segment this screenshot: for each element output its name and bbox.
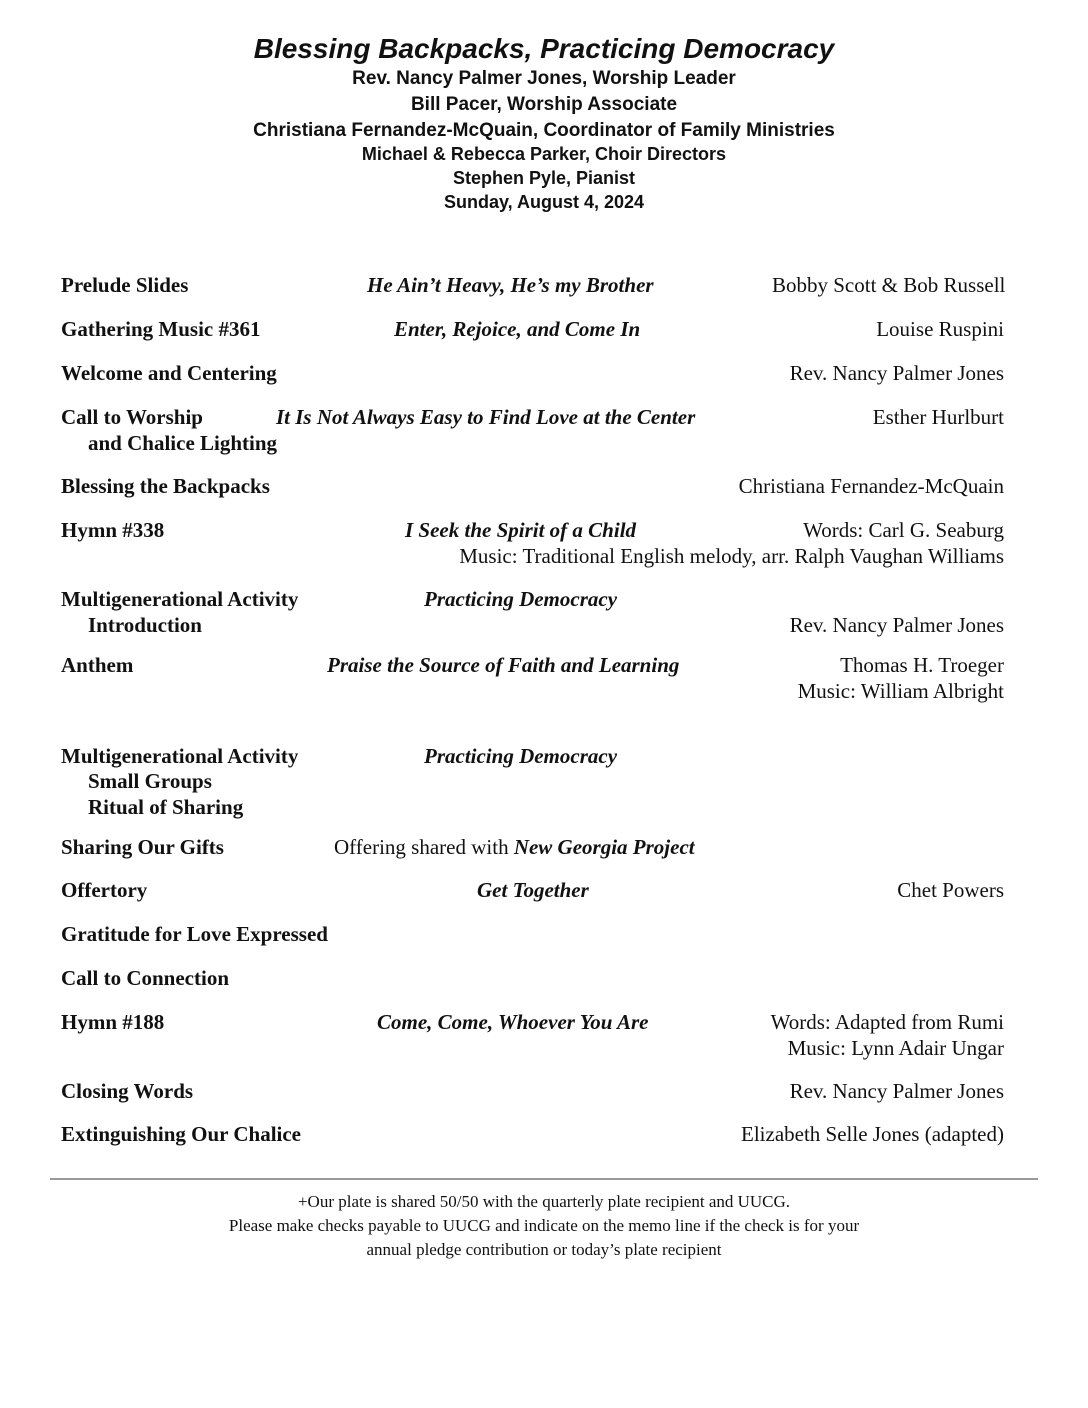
gratitude-label: Gratitude for Love Expressed (61, 922, 328, 946)
gathering-credit: Louise Ruspini (876, 317, 1004, 341)
footer-pledge-note: annual pledge contribution or today’s plate recipient (366, 1240, 722, 1259)
hymn-338-title: I Seek the Spirit of a Child (405, 518, 637, 542)
sharing-gifts-note (334, 834, 695, 860)
activity-2-title: Practicing Democracy (424, 744, 618, 768)
hymn-188-words-credit: Words: Adapted from Rumi (770, 1010, 1004, 1034)
activity-1-label: Multigenerational Activity (61, 587, 299, 611)
anthem-words-credit: Thomas H. Troeger (840, 653, 1004, 677)
call-to-worship-credit: Esther Hurlburt (872, 405, 1004, 429)
hymn-188-music-credit: Music: Lynn Adair Ungar (787, 1036, 1004, 1060)
chalice-lighting-label: and Chalice Lighting (88, 431, 278, 455)
pianist-line: Stephen Pyle, Pianist (452, 168, 636, 188)
hymn-338-label: Hymn #338 (61, 518, 165, 542)
call-to-worship-label: Call to Worship (61, 405, 203, 429)
blessing-label: Blessing the Backpacks (61, 474, 270, 498)
call-to-connection-label: Call to Connection (61, 966, 229, 990)
sharing-gifts-label: Sharing Our Gifts (61, 835, 224, 859)
activity-1-title: Practicing Democracy (424, 587, 618, 611)
anthem-music-credit: Music: William Albright (797, 679, 1004, 703)
choir-directors-line: Michael & Rebecca Parker, Choir Directors (361, 144, 727, 164)
anthem-label: Anthem (61, 653, 134, 677)
closing-words-credit: Rev. Nancy Palmer Jones (789, 1079, 1004, 1103)
sharing-gifts-recipient: New Georgia Project (513, 835, 695, 859)
prelude-title: He Ain’t Heavy, He’s my Brother (367, 273, 654, 297)
offertory-credit: Chet Powers (897, 878, 1004, 902)
prelude-label: Prelude Slides (61, 273, 189, 297)
activity-2-ritual-of-sharing: Ritual of Sharing (88, 795, 244, 819)
activity-1-sublabel: Introduction (88, 613, 202, 637)
footer-divider (50, 1178, 1038, 1180)
call-to-worship-title: It Is Not Always Easy to Find Love at the Center (276, 405, 696, 429)
worship-leader-line: Rev. Nancy Palmer Jones, Worship Leader (352, 68, 736, 89)
offertory-title: Get Together (477, 878, 589, 902)
activity-1-credit: Rev. Nancy Palmer Jones (789, 613, 1004, 637)
activity-2-small-groups: Small Groups (88, 769, 212, 793)
gathering-title: Enter, Rejoice, and Come In (394, 317, 641, 341)
prelude-credit: Bobby Scott & Bob Russell (772, 273, 1006, 297)
anthem-title: Praise the Source of Faith and Learning (327, 653, 680, 677)
hymn-338-music-credit: Music: Traditional English melody, arr. Ralph Vaughan Williams (459, 544, 1004, 568)
extinguishing-credit: Elizabeth Selle Jones (adapted) (741, 1122, 1004, 1146)
blessing-credit: Christiana Fernandez-McQuain (738, 474, 1004, 498)
welcome-credit: Rev. Nancy Palmer Jones (789, 361, 1004, 385)
footer-plate-note: +Our plate is shared 50/50 with the quarterly plate recipient and UUCG. (297, 1192, 791, 1211)
welcome-label: Welcome and Centering (61, 361, 277, 385)
service-title: Blessing Backpacks, Practicing Democracy (253, 33, 835, 64)
footer-checks-note: Please make checks payable to UUCG and indicate on the memo line if the check is for your (228, 1216, 860, 1235)
family-ministries-line: Christiana Fernandez-McQuain, Coordinator of Family Ministries (253, 120, 835, 141)
closing-words-label: Closing Words (61, 1079, 194, 1103)
extinguishing-label: Extinguishing Our Chalice (61, 1122, 302, 1146)
hymn-188-title: Come, Come, Whoever You Are (377, 1010, 649, 1034)
sharing-gifts-prefix: Offering shared with (334, 835, 514, 859)
service-date: Sunday, August 4, 2024 (443, 192, 645, 212)
offertory-label: Offertory (61, 878, 148, 902)
gathering-label: Gathering Music #361 (61, 317, 261, 341)
hymn-338-words-credit: Words: Carl G. Seaburg (803, 518, 1004, 542)
hymn-188-label: Hymn #188 (61, 1010, 165, 1034)
activity-2-label: Multigenerational Activity (61, 744, 299, 768)
worship-associate-line: Bill Pacer, Worship Associate (410, 94, 678, 115)
